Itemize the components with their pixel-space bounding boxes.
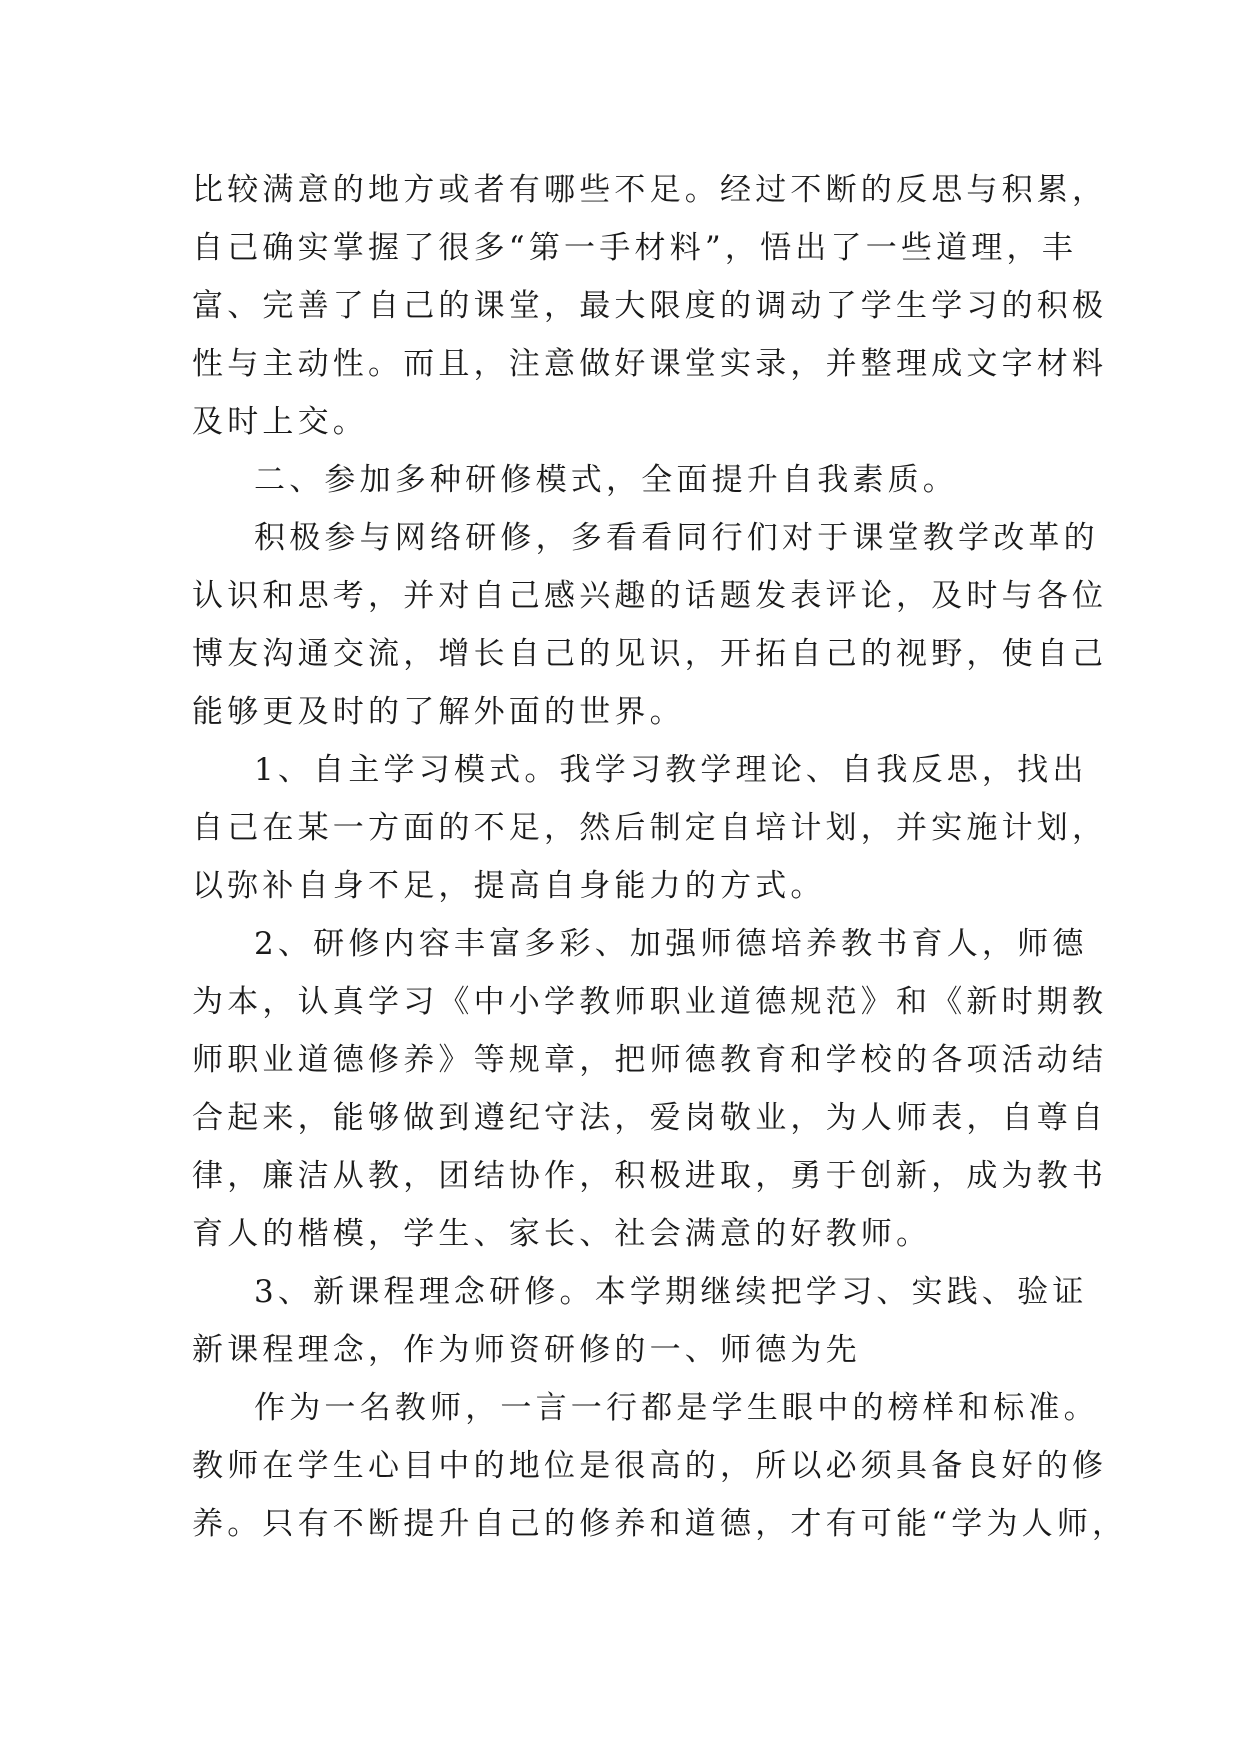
- text-line: 律，廉洁从教，团结协作，积极进取，勇于创新，成为教书: [192, 1158, 1108, 1194]
- text-line: 合起来，能够做到遵纪守法，爱岗敬业，为人师表，自尊自: [192, 1100, 1108, 1136]
- text-line: 3、新课程理念研修。本学期继续把学习、实践、验证: [254, 1274, 1088, 1310]
- text-line: 养。只有不断提升自己的修养和道德，才有可能“学为人师，: [192, 1506, 1128, 1542]
- text-line: 博友沟通交流，增长自己的见识，开拓自己的视野，使自己: [192, 636, 1108, 672]
- text-line: 富、完善了自己的课堂，最大限度的调动了学生学习的积极: [192, 288, 1108, 324]
- text-line: 及时上交。: [192, 404, 368, 440]
- section-heading: 二、参加多种研修模式，全面提升自我素质。: [254, 462, 958, 498]
- text-line: 1、自主学习模式。我学习教学理论、自我反思，找出: [254, 752, 1088, 788]
- text-line: 以弥补自身不足，提高自身能力的方式。: [192, 868, 826, 904]
- text-line: 能够更及时的了解外面的世界。: [192, 694, 685, 730]
- text-line: 2、研修内容丰富多彩、加强师德培养教书育人，师德: [254, 926, 1088, 962]
- text-line: 比较满意的地方或者有哪些不足。经过不断的反思与积累，: [192, 172, 1108, 208]
- text-line: 育人的楷模，学生、家长、社会满意的好教师。: [192, 1216, 932, 1252]
- text-line: 性与主动性。而且，注意做好课堂实录，并整理成文字材料: [192, 346, 1108, 382]
- text-line: 认识和思考，并对自己感兴趣的话题发表评论，及时与各位: [192, 578, 1108, 614]
- text-line: 新课程理念，作为师资研修的一、师德为先: [192, 1332, 861, 1368]
- text-line: 作为一名教师，一言一行都是学生眼中的榜样和标准。: [254, 1390, 1099, 1426]
- text-line: 师职业道德修养》等规章，把师德教育和学校的各项活动结: [192, 1042, 1108, 1078]
- text-line: 积极参与网络研修，多看看同行们对于课堂教学改革的: [254, 520, 1099, 556]
- text-line: 自己确实掌握了很多“第一手材料”，悟出了一些道理，丰: [192, 230, 1077, 266]
- text-line: 自己在某一方面的不足，然后制定自培计划，并实施计划，: [192, 810, 1108, 846]
- text-line: 为本，认真学习《中小学教师职业道德规范》和《新时期教: [192, 984, 1108, 1020]
- text-line: 教师在学生心目中的地位是很高的，所以必须具备良好的修: [192, 1448, 1108, 1484]
